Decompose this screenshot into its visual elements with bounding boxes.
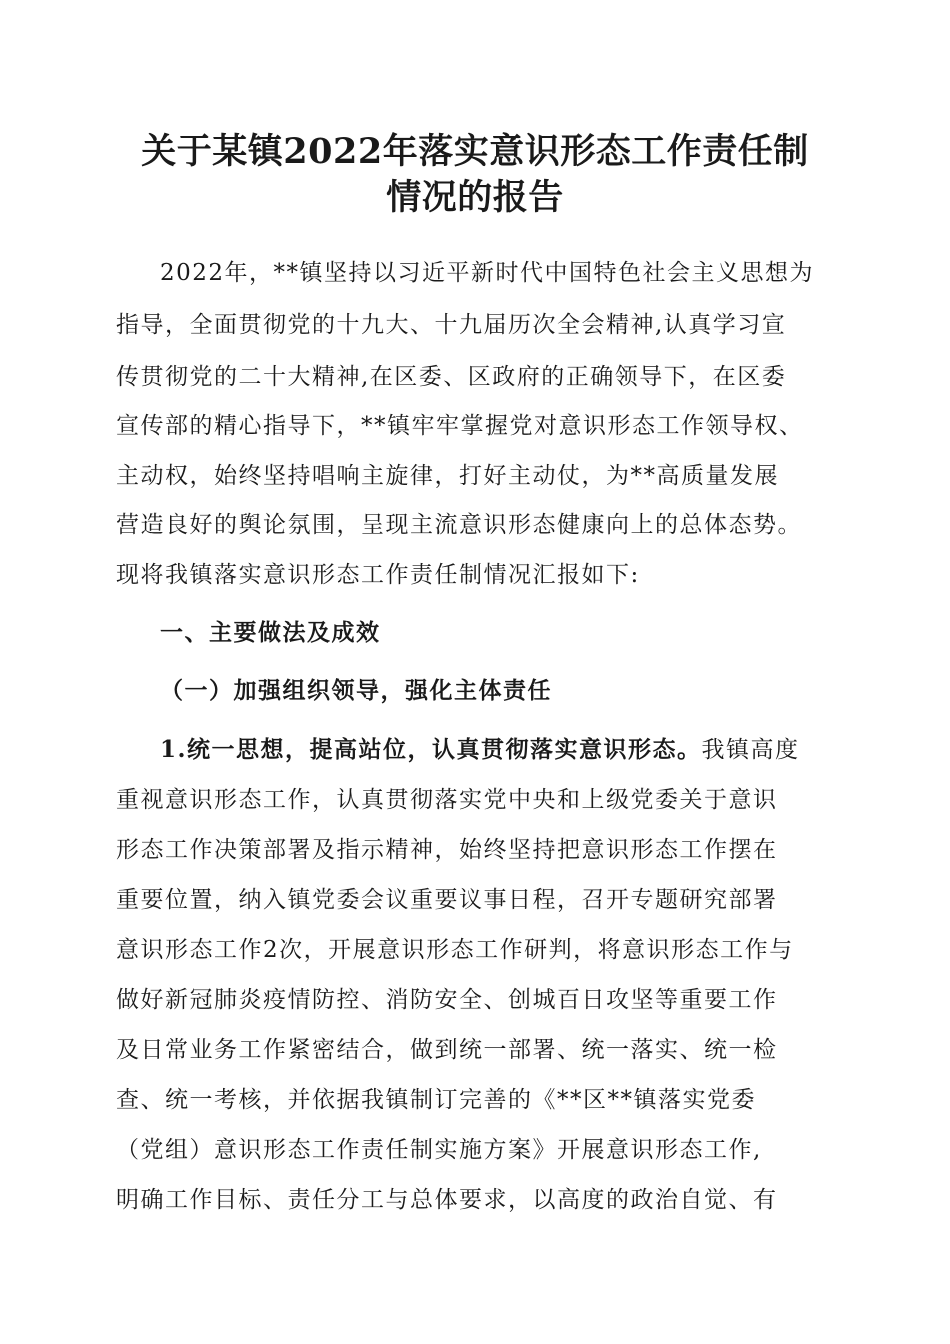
item-1-line: 查、统一考核，并依据我镇制订完善的《**区**镇落实党委 bbox=[116, 1087, 756, 1113]
item-1-line: 意识形态工作2次，开展意识形态工作研判，将意识形态工作与 bbox=[116, 937, 794, 963]
intro-line: 2022年，**镇坚持以习近平新时代中国特色社会主义思想为 bbox=[160, 260, 815, 286]
document-title-line-1: 关于某镇2022年落实意识形态工作责任制 bbox=[141, 131, 809, 172]
item-1-line: 做好新冠肺炎疫情防控、消防安全、创城百日攻坚等重要工作 bbox=[116, 987, 778, 1013]
intro-line: 指导，全面贯彻党的十九大、十九届历次全会精神,认真学习宣 bbox=[116, 312, 787, 338]
document-title-line-2: 情况的报告 bbox=[386, 177, 564, 218]
item-1-first-line bbox=[160, 735, 800, 765]
intro-line: 主动权，始终坚持唱响主旋律，打好主动仗，为**高质量发展 bbox=[116, 463, 779, 489]
item-1-line: 明确工作目标、责任分工与总体要求，以高度的政治自觉、有 bbox=[116, 1187, 778, 1213]
intro-line: 营造良好的舆论氛围，呈现主流意识形态健康向上的总体态势。 bbox=[116, 512, 802, 538]
intro-line: 传贯彻党的二十大精神,在区委、区政府的正确领导下，在区委 bbox=[116, 364, 787, 390]
item-1-line: 重要位置，纳入镇党委会议重要议事日程，召开专题研究部署 bbox=[116, 887, 778, 913]
item-1-lead: 1.统一思想，提高站位，认真贯彻落实意识形态。 bbox=[160, 736, 702, 763]
item-1-line: 及日常业务工作紧密结合，做到统一部署、统一落实、统一检 bbox=[116, 1037, 778, 1063]
section-heading-1: 一、主要做法及成效 bbox=[160, 620, 381, 646]
item-1-line: （党组）意识形态工作责任制实施方案》开展意识形态工作, bbox=[116, 1137, 762, 1163]
item-1-first-rest: 我镇高度 bbox=[701, 737, 800, 763]
item-1-line: 形态工作决策部署及指示精神，始终坚持把意识形态工作摆在 bbox=[116, 837, 778, 863]
intro-line: 宣传部的精心指导下，**镇牢牢掌握党对意识形态工作领导权、 bbox=[116, 413, 804, 439]
item-1-line: 重视意识形态工作，认真贯彻落实党中央和上级党委关于意识 bbox=[116, 787, 778, 813]
intro-line: 现将我镇落实意识形态工作责任制情况汇报如下: bbox=[116, 562, 640, 588]
section-heading-2: （一）加强组织领导，强化主体责任 bbox=[160, 678, 552, 704]
